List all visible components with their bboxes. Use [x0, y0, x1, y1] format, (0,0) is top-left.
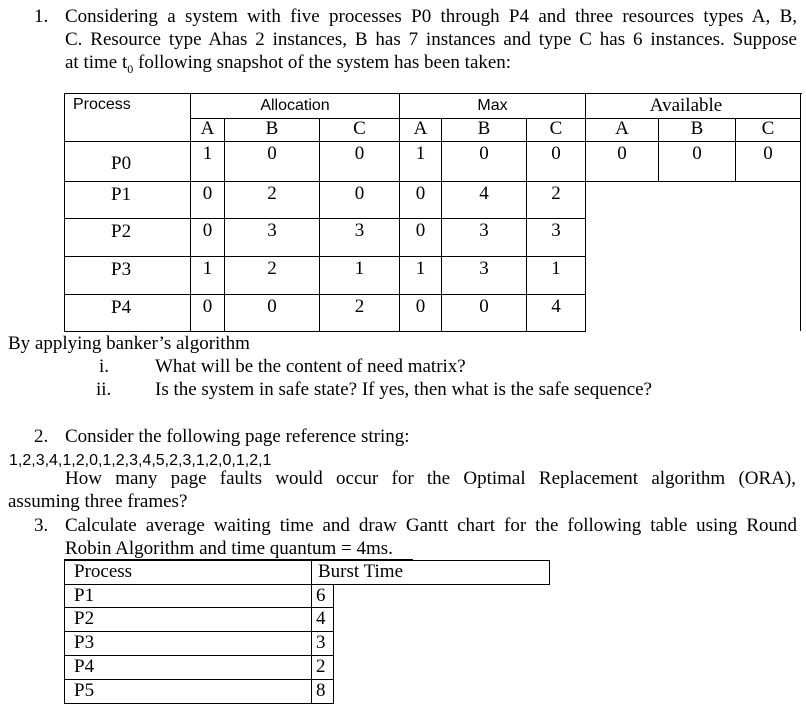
available-header: Available: [649, 95, 723, 116]
value-cell: 2: [551, 183, 561, 204]
question-2-number: 2.: [34, 426, 49, 447]
rr-burst-cell: 6: [316, 585, 326, 606]
value-cell: 0: [267, 143, 277, 164]
process-cell: P2: [111, 221, 132, 242]
value-cell: 0: [479, 143, 489, 164]
column-header-c: C: [353, 118, 366, 139]
page-reference-string: 1,2,3,4,1,2,0,1,2,3,4,5,2,3,1,2,0,1,2,1: [9, 452, 272, 469]
value-cell: 1: [354, 258, 365, 279]
value-cell: 2: [267, 183, 277, 204]
subquestion-i-number: i.: [99, 356, 110, 377]
value-cell: 1: [415, 258, 426, 279]
column-header-a: A: [200, 118, 215, 139]
column-header-c: C: [549, 118, 563, 139]
value-cell: 1: [551, 258, 561, 279]
value-cell: 0: [354, 143, 365, 164]
subquestion-ii-text: Is the system in safe state? If yes, then what is the safe sequence?: [155, 379, 652, 400]
value-cell: 0: [617, 143, 627, 164]
column-header-b: B: [477, 118, 491, 139]
value-cell: 3: [267, 220, 277, 241]
column-header-b: B: [265, 118, 279, 139]
value-cell: 1: [202, 258, 213, 279]
time-subscript: 0: [127, 61, 134, 76]
question-3-line-1: Calculate average waiting time and draw Gantt chart for the following table using Round: [65, 515, 797, 536]
allocation-header: Allocation: [260, 97, 330, 114]
process-cell: P3: [111, 259, 132, 280]
question-1-line-2: C. Resource type Ahas 2 instances, B has 7 instances and type C has 6 instances. Suppose: [65, 29, 797, 50]
value-cell: 0: [202, 183, 213, 204]
process-cell: P1: [111, 184, 132, 205]
column-header-c: C: [761, 118, 775, 139]
column-header-b: B: [690, 118, 704, 139]
bankers-algorithm-intro: By applying banker’s algorithm: [8, 333, 250, 354]
rr-process-cell: P2: [74, 608, 95, 629]
column-header-a: A: [615, 118, 629, 139]
value-cell: 0: [354, 183, 365, 204]
value-cell: 0: [415, 220, 426, 241]
value-cell: 0: [692, 143, 702, 164]
rr-process-cell: P3: [74, 632, 95, 653]
question-1-line-1: Considering a system with five processes P0 through P4 and three resources types A, B,: [65, 6, 797, 27]
value-cell: 0: [763, 143, 773, 164]
value-cell: 2: [267, 258, 277, 279]
value-cell: 4: [551, 296, 561, 317]
question-2-line-2: How many page faults would occur for the Optimal Replacement algorithm (ORA),: [65, 468, 796, 489]
question-2-line-1: Consider the following page reference string:: [65, 426, 410, 447]
value-cell: 0: [415, 183, 426, 204]
rr-process-cell: P1: [74, 585, 95, 606]
value-cell: 2: [354, 296, 365, 317]
question-1-line-3-suffix: following snapshot of the system has been taken:: [133, 52, 512, 73]
value-cell: 3: [354, 220, 365, 241]
question-1-number: 1.: [34, 6, 49, 27]
value-cell: 3: [551, 220, 561, 241]
value-cell: 3: [479, 258, 489, 279]
value-cell: 0: [202, 220, 213, 241]
value-cell: 0: [202, 296, 213, 317]
process-column-header: Process: [73, 96, 131, 113]
subquestion-ii-number: ii.: [96, 379, 112, 400]
rr-burst-cell: 8: [316, 680, 326, 701]
value-cell: 4: [479, 183, 489, 204]
rr-burst-cell: 2: [316, 656, 326, 677]
question-3-line-2: Robin Algorithm and time quantum = 4ms.: [65, 538, 393, 559]
max-header: Max: [477, 97, 508, 114]
question-1-line-3-prefix: at time t: [65, 52, 128, 73]
process-cell: P0: [111, 153, 132, 174]
question-2-line-3: assuming three frames?: [8, 491, 188, 512]
value-cell: 0: [415, 296, 426, 317]
rr-process-cell: P4: [74, 656, 95, 677]
value-cell: 0: [551, 143, 561, 164]
column-header-a: A: [413, 118, 428, 139]
rr-burst-cell: 4: [316, 608, 326, 629]
question-3-number: 3.: [34, 515, 49, 536]
value-cell: 3: [479, 220, 489, 241]
rr-burst-cell: 3: [316, 632, 326, 653]
value-cell: 0: [479, 296, 489, 317]
value-cell: 1: [202, 143, 213, 164]
rr-burst-time-header: Burst Time: [318, 561, 404, 582]
value-cell: 1: [415, 143, 426, 164]
subquestion-i-text: What will be the content of need matrix?: [155, 356, 466, 377]
rr-process-header: Process: [74, 561, 133, 582]
process-cell: P4: [111, 297, 132, 318]
rr-process-cell: P5: [74, 680, 95, 701]
value-cell: 0: [267, 296, 277, 317]
